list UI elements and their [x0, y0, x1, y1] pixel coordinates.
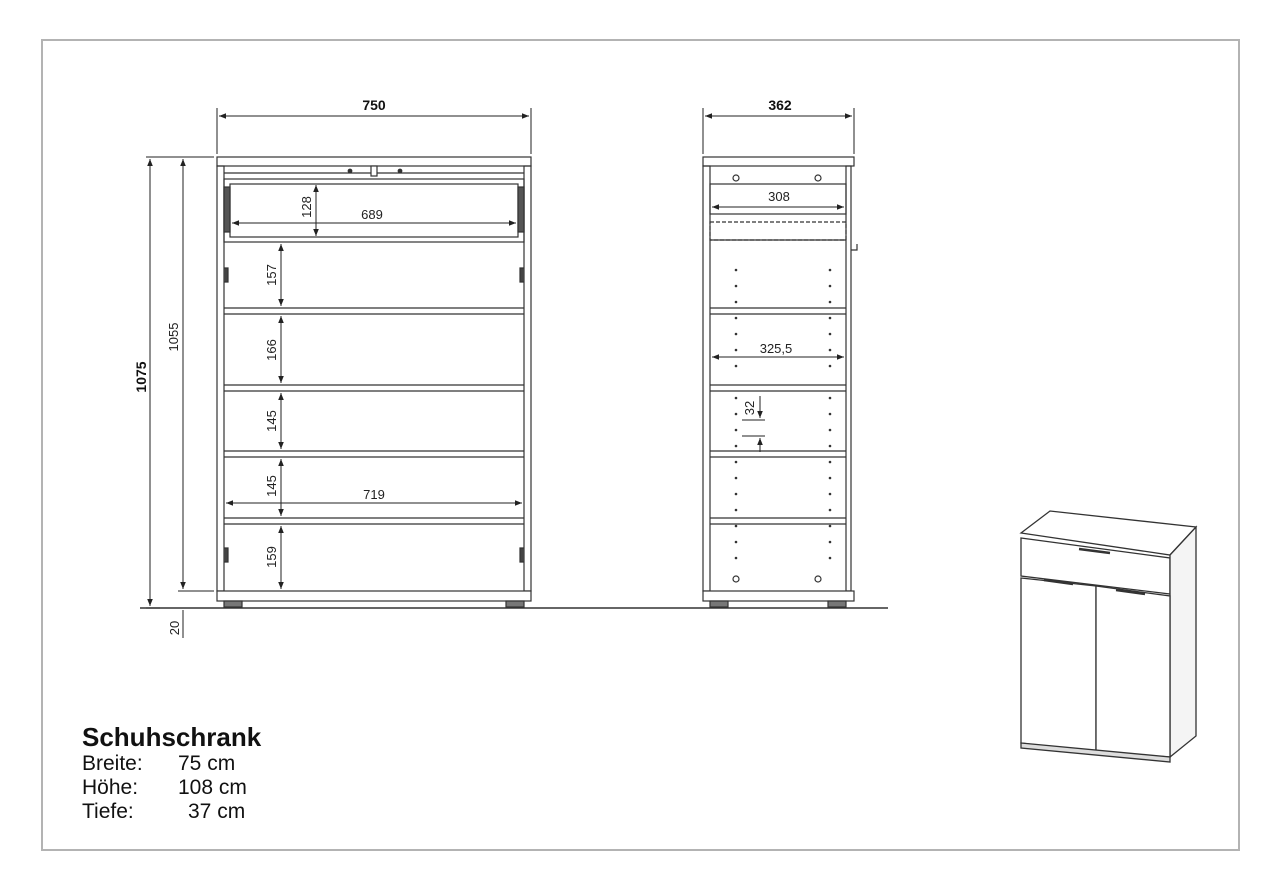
pin-hole [735, 493, 738, 496]
pin-hole [829, 301, 832, 304]
spec-label: Breite: [82, 752, 143, 775]
dim-drawer-depth: 308 [768, 189, 790, 204]
dim-shelf-spacing-4: 145 [264, 475, 279, 497]
dim-shelf-spacing-3: 145 [264, 410, 279, 432]
pin-hole [829, 541, 832, 544]
dim-depth: 362 [768, 97, 792, 113]
dim-hole-spacing: 32 [742, 400, 757, 416]
spec-depth [82, 800, 261, 824]
pin-hole [829, 269, 832, 272]
pin-hole [829, 557, 832, 560]
spec-width [82, 752, 261, 776]
spec-value: 108 cm [178, 776, 247, 799]
pin-hole [735, 445, 738, 448]
pin-hole [829, 285, 832, 288]
pin-hole [735, 525, 738, 528]
pin-hole [735, 349, 738, 352]
dim-shelf-spacing-5: 159 [264, 546, 279, 568]
dim-shelf-depth: 325,5 [759, 341, 793, 356]
front-view [217, 157, 531, 607]
pin-hole [829, 477, 832, 480]
pin-hole [735, 557, 738, 560]
pin-hole [735, 461, 738, 464]
pin-hole [829, 445, 832, 448]
pin-hole [829, 349, 832, 352]
dim-height-body: 1055 [166, 322, 181, 352]
dim-width: 750 [362, 97, 386, 113]
pin-hole [829, 461, 832, 464]
pin-hole [829, 493, 832, 496]
cabinet-isometric-view [1021, 511, 1196, 762]
side-view [703, 157, 857, 607]
spec-height [82, 776, 261, 800]
spec-label: Höhe: [82, 776, 139, 799]
spec-value: 75 cm [178, 752, 236, 775]
pin-hole [735, 301, 738, 304]
pin-hole [829, 397, 832, 400]
dim-shelf-spacing-2: 166 [264, 339, 279, 361]
dim-drawer-width: 689 [361, 207, 383, 222]
spec-label: Tiefe: [82, 800, 134, 823]
pin-hole [829, 365, 832, 368]
pin-hole [735, 477, 738, 480]
pin-hole [829, 525, 832, 528]
pin-hole [735, 541, 738, 544]
pin-hole [829, 509, 832, 512]
dim-height-total: 1075 [133, 361, 149, 393]
pin-hole [735, 333, 738, 336]
product-info [82, 722, 261, 824]
pin-hole [829, 333, 832, 336]
dim-shelf-spacing-1: 157 [264, 264, 279, 286]
dim-inner-width: 719 [363, 487, 385, 502]
front-dimensions [146, 108, 531, 638]
pin-hole [829, 429, 832, 432]
pin-hole [735, 317, 738, 320]
pin-hole [735, 509, 738, 512]
product-title: Schuhschrank [82, 722, 262, 752]
pin-hole [735, 429, 738, 432]
pin-hole [735, 269, 738, 272]
pin-hole [735, 285, 738, 288]
pin-hole [735, 397, 738, 400]
pin-hole [829, 413, 832, 416]
dim-drawer-height: 128 [299, 196, 314, 218]
spec-value: 37 cm [188, 800, 246, 823]
dim-foot-height: 20 [167, 620, 182, 636]
pin-hole [735, 365, 738, 368]
pin-hole [735, 413, 738, 416]
pin-hole [829, 317, 832, 320]
